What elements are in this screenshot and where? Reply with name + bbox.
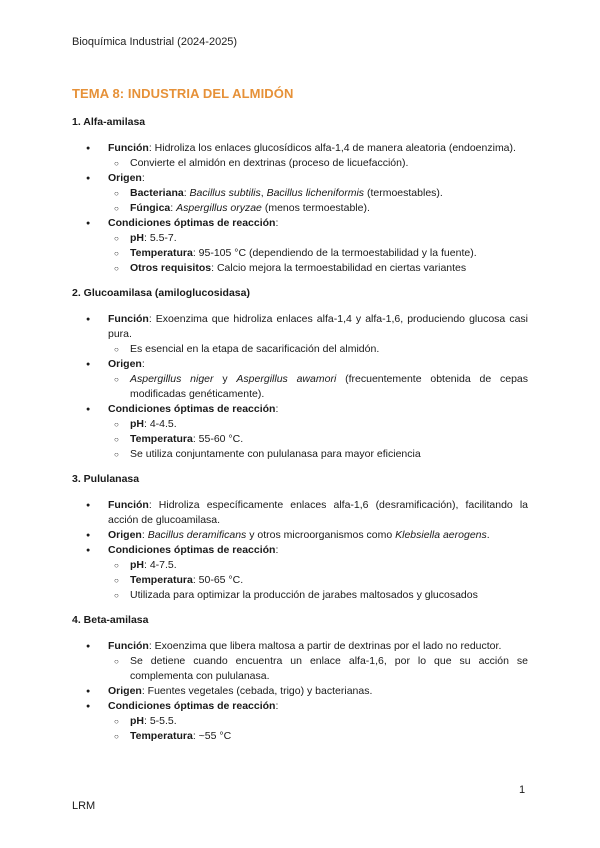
- list-item: ○ Convierte el almidón en dextrinas (proceso de licuefacción).: [130, 156, 528, 171]
- section-glucoamilasa: [72, 286, 528, 462]
- section-heading: 3. Pululanasa: [72, 473, 140, 485]
- list-item: ○ pH: 4-4.5.: [130, 417, 528, 432]
- list-item: ○ pH: 5.5-7.: [130, 231, 528, 246]
- list-item: ○ Se utiliza conjuntamente con pululanasa para mayor eficiencia: [130, 447, 528, 462]
- list-item: ● Origen: Fuentes vegetales (cebada, trigo) y bacterianas.: [108, 684, 528, 699]
- section-heading: 1. Alfa-amilasa: [72, 116, 146, 128]
- list-item: ○ Utilizada para optimizar la producción de jarabes maltosados y glucosados: [130, 588, 528, 603]
- list-item: ● Función: Hidroliza específicamente enlaces alfa-1,6 (desramificación), facilitando la acción de glucoamilasa.: [108, 498, 528, 528]
- document-body: [72, 115, 528, 754]
- list-item: ○ Se detiene cuando encuentra un enlace alfa-1,6, por lo que su acción se complementa con pululanasa.: [130, 654, 528, 684]
- chapter-title: TEMA 8: INDUSTRIA DEL ALMIDÓN: [72, 86, 294, 101]
- list-item: ● Condiciones óptimas de reacción: ○ pH: 4-4.5. ○ Temperatura: 55-60 °C. ○ Se utiliza conjuntamente con pululanasa para mayor eficiencia: [108, 402, 528, 462]
- list-item: ○ Temperatura: 50-65 °C.: [130, 573, 528, 588]
- list-item: ○ Aspergillus niger y Aspergillus awamori (frecuentemente obtenida de cepas modificadas genéticamente).: [130, 372, 528, 402]
- list-item: ○ Temperatura: 95-105 °C (dependiendo de la termoestabilidad y la fuente).: [130, 246, 528, 261]
- list-item: ● Función: Exoenzima que hidroliza enlaces alfa-1,4 y alfa-1,6, produciendo glucosa casi pura. ○ Es esencial en la etapa de sacarificación del almidón.: [108, 312, 528, 357]
- bullet-list: [72, 141, 528, 276]
- running-header: Bioquímica Industrial (2024-2025): [72, 36, 238, 48]
- list-item: ● Función: Hidroliza los enlaces glucosídicos alfa-1,4 de manera aleatoria (endoenzima). ○ Convierte el almidón en dextrinas (proceso de licuefacción).: [108, 141, 528, 171]
- list-item: ● Condiciones óptimas de reacción: ○ pH: 5.5-7. ○ Temperatura: 95-105 °C (dependiendo de la termoestabilidad y la fuente). ○ Otros requisitos: Calcio mejora la termoestabilidad en ciertas variantes: [108, 216, 528, 276]
- list-item: ○ pH: 4-7.5.: [130, 558, 528, 573]
- list-item: ○ Otros requisitos: Calcio mejora la termoestabilidad en ciertas variantes: [130, 261, 528, 276]
- list-item: ○ Fúngica: Aspergillus oryzae (menos termoestable).: [130, 201, 528, 216]
- running-footer: LRM: [72, 800, 96, 812]
- list-item: ● Condiciones óptimas de reacción: ○ pH: 5-5.5. ○ Temperatura: ~55 °C: [108, 699, 528, 744]
- list-item: ○ Bacteriana: Bacillus subtilis, Bacillus licheniformis (termoestables).: [130, 186, 528, 201]
- list-item: ○ Temperatura: 55-60 °C.: [130, 432, 528, 447]
- list-item: ● Origen: ○ Aspergillus niger y Aspergillus awamori (frecuentemente obtenida de cepas modificadas genéticamente).: [108, 357, 528, 402]
- list-item: ● Función: Exoenzima que libera maltosa a partir de dextrinas por el lado no reductor. ○ Se detiene cuando encuentra un enlace alfa-1,6, por lo que su acción se complementa con pululanasa.: [108, 639, 528, 684]
- list-item: ● Origen: Bacillus deramificans y otros microorganismos como Klebsiella aerogens.: [108, 528, 528, 543]
- page-number: 1: [519, 784, 526, 796]
- section-alfa-amilasa: [72, 115, 528, 276]
- bullet-list: [72, 312, 528, 462]
- bullet-list: [72, 639, 528, 744]
- bullet-list: [72, 498, 528, 603]
- section-pululanasa: [72, 472, 528, 603]
- list-item: ○ pH: 5-5.5.: [130, 714, 528, 729]
- list-item: ○ Es esencial en la etapa de sacarificación del almidón.: [130, 342, 528, 357]
- list-item: ● Condiciones óptimas de reacción: ○ pH: 4-7.5. ○ Temperatura: 50-65 °C. ○ Utilizada para optimizar la producción de jarabes maltosados y glucosados: [108, 543, 528, 603]
- section-beta-amilasa: [72, 613, 528, 744]
- list-item: ● Origen: ○ Bacteriana: Bacillus subtilis, Bacillus licheniformis (termoestables). ○ Fúngica: Aspergillus oryzae (menos termoestable).: [108, 171, 528, 216]
- list-item: ○ Temperatura: ~55 °C: [130, 729, 528, 744]
- section-heading: 2. Glucoamilasa (amiloglucosidasa): [72, 287, 250, 299]
- section-heading: 4. Beta-amilasa: [72, 614, 149, 626]
